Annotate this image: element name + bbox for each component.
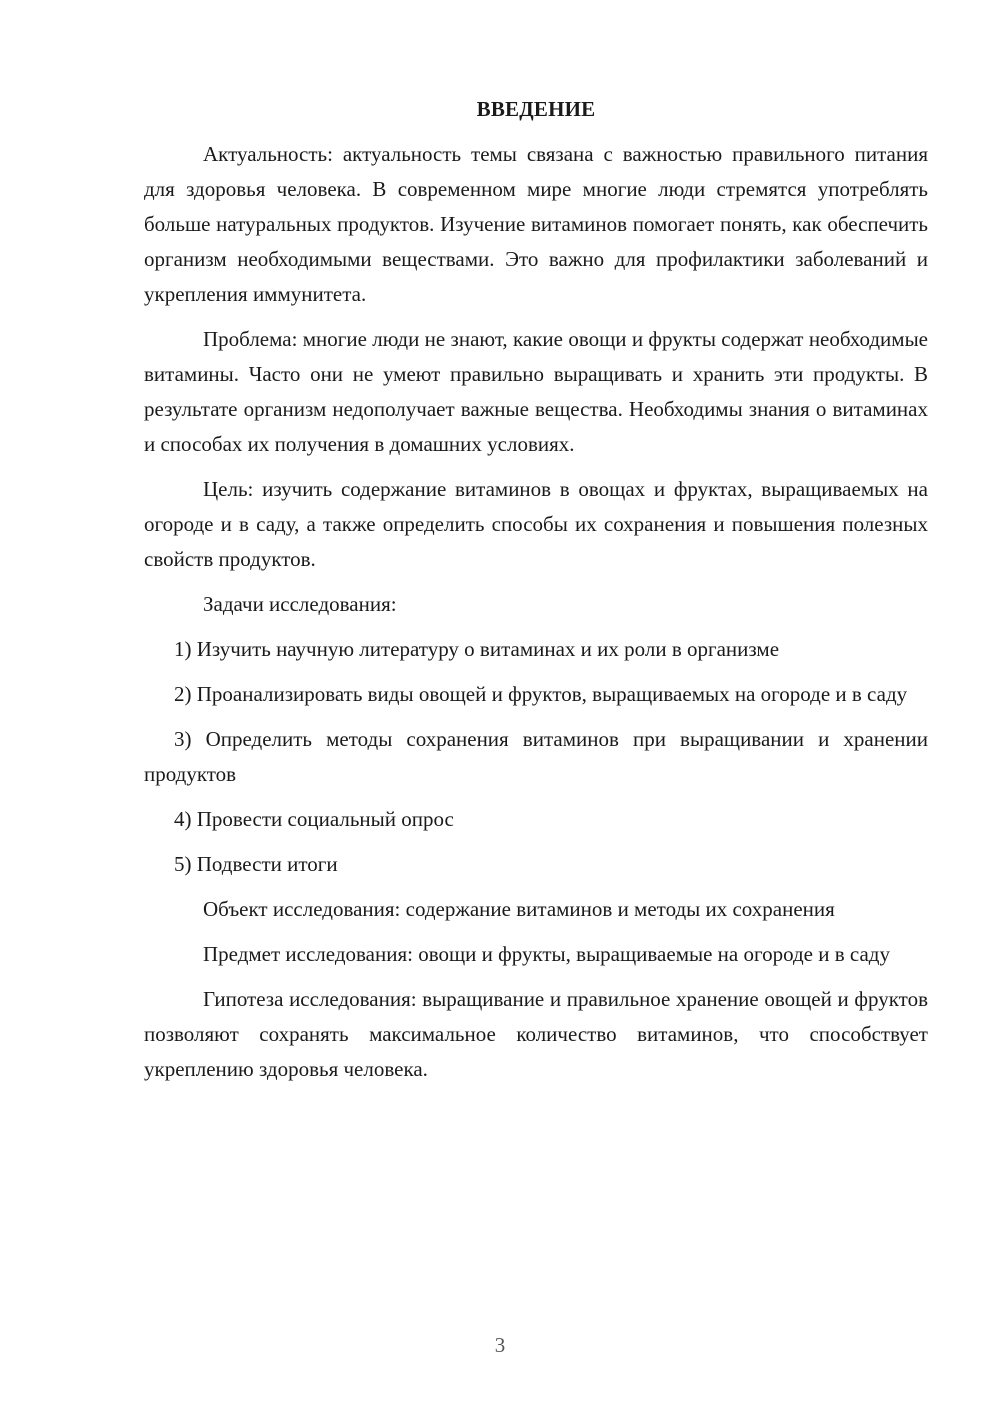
paragraph-object: Объект исследования: содержание витаминов и методы их сохранения (203, 897, 835, 921)
document-page (144, 92, 928, 1097)
paragraph-relevance: Актуальность: актуальность темы связана с важностью правильного питания для здоровья человека. В современном мире многие люди стремятся употреблять больше натуральных продуктов. Изучение витаминов помогает понять, как обеспечить организм необходимыми веществами. Это важно для профилактики заболеваний и укрепления иммунитета. (144, 142, 928, 306)
tasks-heading: Задачи исследования: (203, 592, 397, 616)
page-title: ВВЕДЕНИЕ (476, 97, 596, 121)
paragraph-goal: Цель: изучить содержание витаминов в овощах и фруктах, выращиваемых на огороде и в саду, а также определить способы их сохранения и повышения полезных свойств продуктов. (144, 477, 928, 571)
list-item: 1) Изучить научную литературу о витаминах и их роли в организме (174, 637, 780, 661)
paragraph-subject: Предмет исследования: овощи и фрукты, выращиваемые на огороде и в саду (203, 942, 890, 966)
list-item: 4) Провести социальный опрос (174, 807, 454, 831)
list-item: 5) Подвести итоги (174, 852, 338, 876)
paragraph-problem: Проблема: многие люди не знают, какие овощи и фрукты содержат необходимые витамины. Часто они не умеют правильно выращивать и хранить эти продукты. В результате организм недополучает важные вещества. Необходимы знания о витаминах и способах их получения в домашних условиях. (144, 327, 928, 456)
paragraph-hypothesis: Гипотеза исследования: выращивание и правильное хранение овощей и фруктов позволяют сохранять максимальное количество витаминов, что способствует укреплению здоровья человека. (144, 987, 928, 1081)
page-number: 3 (494, 1333, 506, 1357)
list-item: 3) Определить методы сохранения витаминов при выращивании и хранении продуктов (144, 727, 928, 786)
tasks-list (144, 632, 928, 882)
list-item: 2) Проанализировать виды овощей и фруктов, выращиваемых на огороде и в саду (174, 682, 908, 706)
